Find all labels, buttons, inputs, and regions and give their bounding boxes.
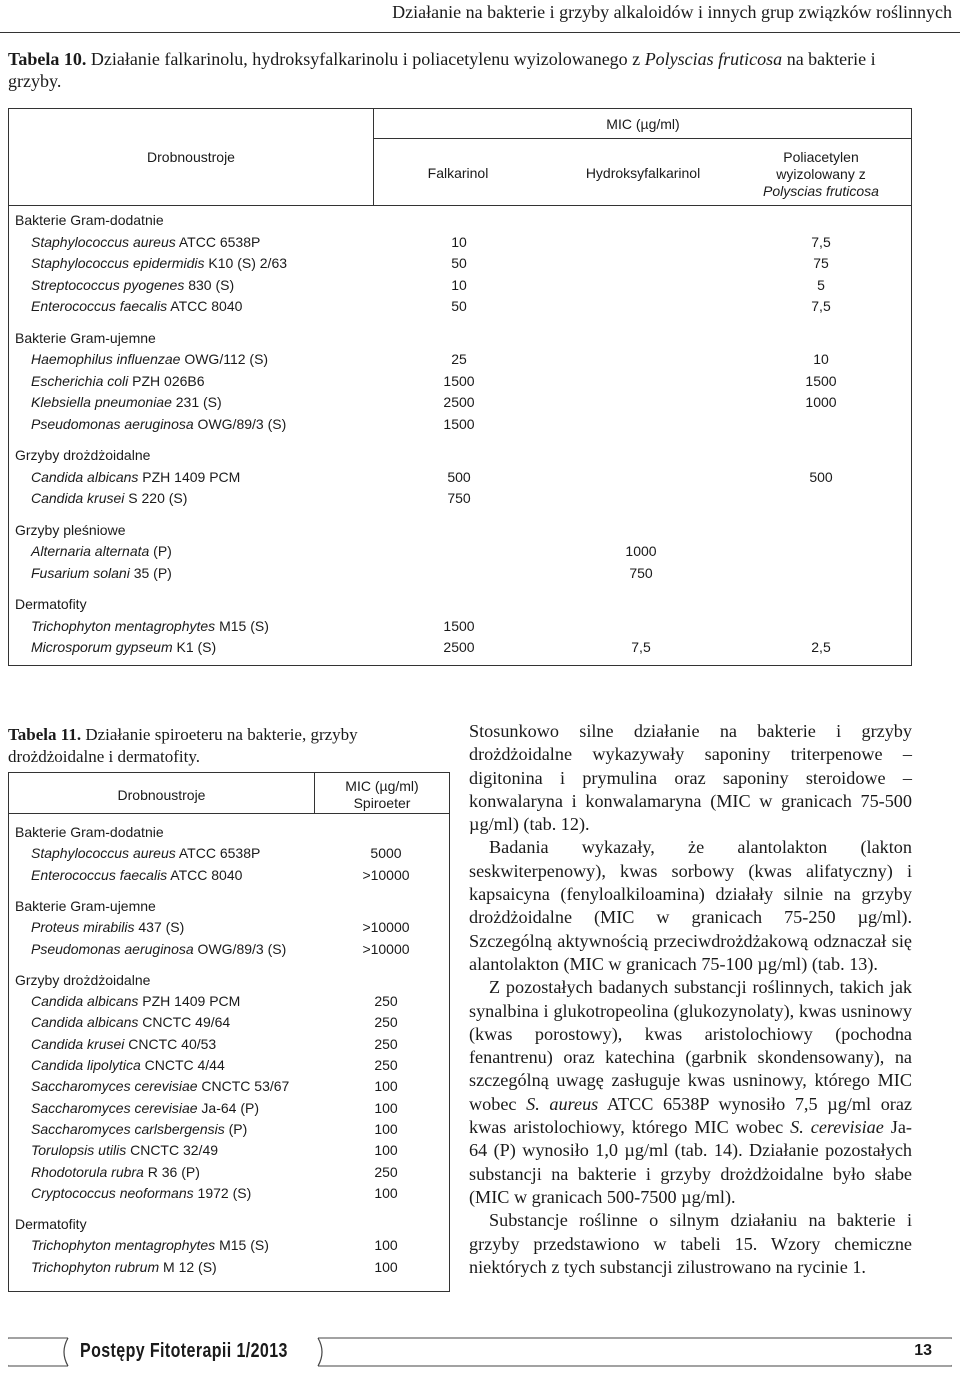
species: Candida albicans	[31, 1014, 139, 1031]
organism-name	[31, 1014, 230, 1030]
paragraph: Substancje roślinne o silnym działaniu na bakterie i grzyby przedstawiono w tabeli 15. Wzory chemiczne niektórych z tych substancji zilustrowano na rycinie 1.	[469, 1210, 912, 1277]
strain: (P)	[224, 1120, 248, 1137]
mic-value: 7,5	[631, 639, 651, 655]
mic-value: 5	[817, 276, 825, 293]
species: Saccharomyces cerevisiae	[31, 1099, 198, 1116]
strain: ATCC 6538P	[175, 233, 261, 250]
organism-name	[31, 993, 240, 1009]
strain: CNCTC 53/67	[197, 1078, 290, 1095]
strain: M 12 (S)	[159, 1258, 217, 1275]
mic-value: >10000	[362, 940, 410, 957]
table10-col-hydroksy: Hydroksyfalkarinol	[585, 165, 701, 181]
species: Pseudomonas aeruginosa	[31, 415, 194, 432]
strain: K10 (S) 2/63	[204, 255, 288, 271]
table10-col-poliacetylen	[739, 149, 903, 200]
organism-name	[31, 867, 242, 883]
group-label: Dermatofity	[15, 596, 87, 612]
organism-name	[31, 255, 287, 271]
mic-value: 2500	[443, 639, 475, 655]
species: Enterococcus faecalis	[31, 298, 168, 314]
mic-value: 1500	[805, 372, 837, 389]
strain: (P)	[149, 543, 172, 559]
table10-label: Tabela 10.	[8, 49, 87, 69]
strain: CNCTC 32/49	[126, 1142, 219, 1159]
organism-name	[31, 277, 234, 293]
strain: 437 (S)	[134, 919, 185, 936]
species: Fusarium solani	[31, 564, 130, 581]
species: Candida krusei	[31, 490, 125, 506]
mic-value: 1500	[443, 617, 475, 634]
mic-value: 100	[374, 1099, 398, 1116]
table10-col-mic: MIC (µg/ml)	[606, 116, 680, 132]
species: Haemophilus influenzae	[31, 351, 181, 367]
organism-name	[31, 941, 286, 957]
table10-divider	[373, 138, 911, 139]
mic-value: >10000	[362, 919, 410, 936]
organism-name	[31, 618, 269, 634]
table10-divider	[9, 205, 911, 206]
species: Trichophyton mentagrophytes	[31, 1237, 216, 1254]
mic-value: 1500	[443, 372, 475, 389]
group-label: Grzyby drożdżoidalne	[15, 971, 151, 988]
organism-name	[31, 469, 240, 485]
organism-name	[31, 298, 242, 314]
species: Candida albicans	[31, 993, 139, 1010]
mic-value: 750	[629, 564, 653, 581]
species: Cryptococcus neoformans	[31, 1184, 194, 1201]
table11	[8, 772, 450, 1292]
species: Saccharomyces cerevisiae	[31, 1078, 198, 1095]
mic-value: 100	[374, 1258, 398, 1275]
table10-caption-species: Polyscias fruticosa	[644, 49, 783, 69]
strain: M15 (S)	[215, 617, 269, 634]
species: Torulopsis utilis	[31, 1142, 127, 1159]
organism-name	[31, 1121, 247, 1137]
organism-name	[31, 565, 172, 581]
species: Alternaria alternata	[31, 543, 150, 559]
footer	[8, 1336, 952, 1368]
species: Candida krusei	[31, 1035, 125, 1052]
species: Staphylococcus aureus	[31, 845, 176, 862]
organism-name	[31, 373, 205, 389]
organism-name	[31, 394, 222, 410]
species: Proteus mirabilis	[31, 919, 135, 936]
organism-name	[31, 919, 184, 935]
strain: ATCC 8040	[167, 298, 243, 314]
mic-value: 250	[374, 1163, 398, 1180]
table10-col-falkarinol: Falkarinol	[427, 165, 489, 181]
mic-value: 1000	[625, 543, 657, 559]
table11-label: Tabela 11.	[8, 725, 82, 744]
organism-name	[31, 1237, 269, 1253]
mic-value: 100	[374, 1120, 398, 1137]
species: Escherichia coli	[31, 372, 129, 389]
strain: S 220 (S)	[124, 490, 188, 506]
strain: 35 (P)	[129, 564, 172, 581]
mic-value: 5000	[370, 845, 402, 862]
organism-name	[31, 1036, 216, 1052]
strain: 231 (S)	[171, 394, 222, 410]
table10-col-poli-line2: wyizolowany z	[776, 166, 866, 182]
strain: Ja-64 (P)	[197, 1099, 259, 1116]
species: Saccharomyces carlsbergensis	[31, 1120, 225, 1137]
mic-value: 7,5	[811, 298, 831, 314]
mic-value: 10	[451, 276, 467, 293]
table11-col-mic-line1: MIC (µg/ml)	[345, 778, 419, 794]
table11-divider	[9, 813, 449, 814]
paragraph: Stosunkowo silne działanie na bakterie i grzyby drożdżoidalne wykazywały saponiny triterpenowe – digitonina i prymulina oraz saponiny steroidowe – konwalaryna i konwalamaryna (MIC w granicach 75-500 µg/ml) (tab. 12).	[469, 721, 912, 835]
species: Rhodotorula rubra	[31, 1163, 144, 1180]
organism-name	[31, 234, 260, 250]
mic-value: 50	[451, 298, 467, 314]
organism-name	[31, 351, 268, 367]
group-label: Bakterie Gram-ujemne	[15, 329, 156, 346]
mic-value: 2,5	[811, 639, 831, 655]
strain: K1 (S)	[172, 639, 217, 655]
table10	[8, 108, 912, 666]
organism-name	[31, 1057, 225, 1073]
paragraph	[469, 976, 912, 1209]
strain: M15 (S)	[215, 1237, 269, 1254]
species: Streptococcus pyogenes	[31, 276, 185, 293]
species: Enterococcus faecalis	[31, 866, 168, 883]
strain: PZH 1409 PCM	[138, 468, 241, 485]
group-label: Bakterie Gram-dodatnie	[15, 212, 164, 228]
mic-value: 100	[374, 1078, 398, 1095]
paragraph: Badania wykazały, że alantolakton (lakton seskwiterpenowy), kwas sorbowy (kwas alifatyczny) i kapsaicyna (fenyloalkiloamina) działały silnie na grzyby drożdżoidalne (MIC w granicach 75-250 µg/ml). Szczególną aktywnością przeciwdrożdżakową odznaczał się alantolakton (MIC w granicach 75-100 µg/ml) (tab. 13).	[469, 837, 912, 974]
mic-value: 100	[374, 1237, 398, 1254]
species: Candida lipolytica	[31, 1057, 141, 1073]
mic-value: 10	[813, 351, 829, 367]
mic-value: 7,5	[811, 233, 831, 250]
organism-name	[31, 490, 187, 506]
species: Trichophyton rubrum	[31, 1258, 160, 1275]
mic-value: 25	[451, 351, 467, 367]
organism-name	[31, 1164, 200, 1180]
paragraph-text: Z pozostałych badanych substancji roślinnych, takich jak synalbina i glukotropeolina (glukozynolaty), kwas usninowy (kwas porostowy), kwas aristolochiowy (pochodna fenantrenu) oraz katechina (garbnik skondensowany), na szczególną uwagę zasługuje kwas usninowy, którego MIC wobec	[469, 977, 912, 1114]
organism-name	[31, 1142, 218, 1158]
organism-name	[31, 845, 260, 861]
strain: OWG/112 (S)	[180, 351, 269, 367]
body-text	[469, 720, 912, 1279]
species-name: S. cerevisiae	[790, 1117, 884, 1138]
journal-name: Postępy Fitoterapii 1/2013	[80, 1340, 288, 1362]
table11-col-organism: Drobnoustroje	[117, 787, 206, 803]
table11-col-mic	[314, 778, 450, 812]
strain: ATCC 6538P	[175, 845, 261, 862]
species: Microsporum gypseum	[31, 639, 173, 655]
running-header: Działanie na bakterie i grzyby alkaloidów i innych grup związków roślinnych	[392, 2, 952, 22]
mic-value: 250	[374, 1057, 398, 1073]
table10-caption-end: na bakterie i grzyby.	[8, 49, 876, 91]
table10-col-poli-line1: Poliacetylen	[783, 149, 859, 165]
strain: CNCTC 4/44	[140, 1057, 225, 1073]
group-label: Bakterie Gram-ujemne	[15, 897, 156, 914]
mic-value: 100	[374, 1184, 398, 1201]
mic-value: 250	[374, 993, 398, 1010]
species: Candida albicans	[31, 468, 139, 485]
mic-value: 750	[447, 490, 471, 506]
species: Trichophyton mentagrophytes	[31, 617, 216, 634]
organism-name	[31, 1185, 251, 1201]
organism-name	[31, 639, 216, 655]
mic-value: 1500	[443, 415, 475, 432]
mic-value: 250	[374, 1035, 398, 1052]
mic-value: >10000	[362, 866, 410, 883]
strain: OWG/89/3 (S)	[193, 940, 287, 957]
page-number: 13	[914, 1342, 932, 1359]
group-label: Dermatofity	[15, 1216, 87, 1233]
table11-caption	[8, 724, 453, 768]
table10-col-organism: Drobnoustroje	[147, 149, 235, 165]
group-label: Grzyby pleśniowe	[15, 521, 126, 538]
paragraph-text: ATCC 6538P wynosiło 7,5 µg/ml oraz kwas aristolochiowy, którego MIC wobec	[469, 1093, 912, 1138]
paragraph-text: Ja-64 (P) wynosiło 1,0 µg/ml (tab. 14). Działanie pozostałych substancji na bakterie i grzyby drożdżoidalne było słabe (MIC w granicach 500-7500 µg/ml).	[469, 1117, 912, 1207]
group-label: Bakterie Gram-dodatnie	[15, 824, 164, 840]
strain: PZH 1409 PCM	[138, 993, 241, 1010]
table10-caption-text: Działanie falkarinolu, hydroksyfalkarinolu i poliacetylenu wyizolowanego z	[86, 49, 645, 69]
strain: OWG/89/3 (S)	[193, 415, 287, 432]
mic-value: 1000	[805, 394, 837, 410]
species: Staphylococcus epidermidis	[31, 255, 205, 271]
mic-value: 250	[374, 1014, 398, 1031]
organism-name	[31, 1078, 289, 1094]
mic-value: 2500	[443, 394, 475, 410]
table10-caption	[8, 48, 928, 92]
strain: 1972 (S)	[193, 1184, 252, 1201]
species: Staphylococcus aureus	[31, 233, 176, 250]
strain: CNCTC 49/64	[138, 1014, 231, 1031]
species: Pseudomonas aeruginosa	[31, 940, 194, 957]
strain: PZH 026B6	[128, 372, 205, 389]
species-name: S. aureus	[526, 1093, 599, 1114]
strain: R 36 (P)	[143, 1163, 200, 1180]
group-label: Grzyby drożdżoidalne	[15, 447, 151, 463]
header-rule	[0, 32, 960, 33]
table10-col-poli-line3: Polyscias fruticosa	[763, 183, 879, 199]
strain: CNCTC 40/53	[124, 1035, 217, 1052]
mic-value: 75	[813, 255, 829, 271]
mic-value: 500	[809, 468, 833, 485]
organism-name	[31, 1100, 259, 1116]
organism-name	[31, 416, 286, 432]
strain: 830 (S)	[184, 276, 235, 293]
table11-caption-text: Działanie spiroeteru na bakterie, grzyby drożdżoidalne i dermatofity.	[8, 725, 358, 766]
table11-col-mic-line2: Spiroeter	[353, 795, 411, 811]
species: Klebsiella pneumoniae	[31, 394, 172, 410]
mic-value: 100	[374, 1142, 398, 1159]
mic-value: 10	[451, 233, 467, 250]
mic-value: 50	[451, 255, 467, 271]
organism-name	[31, 1259, 217, 1275]
organism-name	[31, 543, 172, 559]
mic-value: 500	[447, 468, 471, 485]
strain: ATCC 8040	[167, 866, 243, 883]
